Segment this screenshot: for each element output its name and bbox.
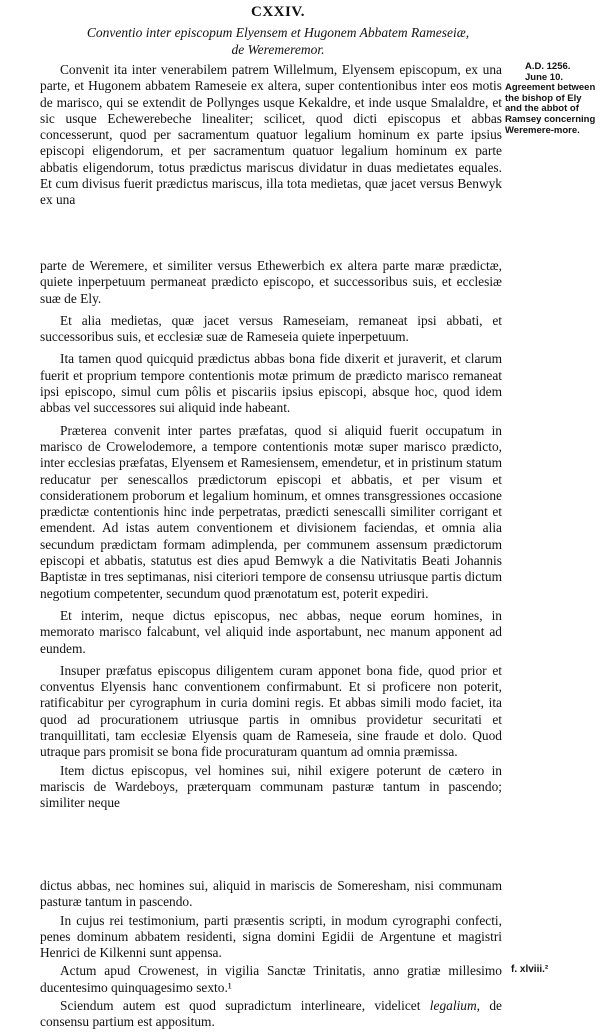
paragraph: Ita tamen quod quicquid prædictus abbas bona fide dixerit et juraverit, et clarum fuerit et proprium tempore contentionis motæ primum de prædicto marisco remaneat ipsi episcopo, simul cum pôlis et piscariis ipsius episcopi, absque hoc, quod idem abbas vel successores sui aliquid inde habeant.: [40, 351, 502, 416]
paragraph: Et alia medietas, quæ jacet versus Rameseiam, remaneat ipsi abbati, et successoribus suis, et ecclesiæ suæ de Rameseia quiete inperpetuum.: [40, 312, 502, 345]
marginal-date-year: A.D. 1256.: [525, 61, 571, 72]
paragraph: Insuper præfatus episcopus diligentem curam apponet bona fide, quod prior et conventus Elyensis hanc conventionem confirmabunt. Et si proficere non poterit, ratificabitur per cyrographum in curia domini regis. Et abbas simili modo faciet, ita quod ad procurationem utriusque partis in omnibus providetur securitati et tranquillitati, tam ecclesiæ Elyensis quam de Rameseia, sine fraude et dolo. Quod utraque pars promisit se bona fide procuraturam quantum ad omnia præmissa.: [40, 662, 502, 760]
marginal-summary: Agreement between the bishop of Ely and the abbot of Ramsey concerning Weremere-more.: [505, 82, 596, 136]
charter-number-heading: CXXIV.: [251, 4, 305, 20]
paragraph: Et interim, neque dictus episcopus, nec abbas, neque eorum homines, in memorato marisco falcabunt, vel aliquid inde asportabunt, nec manum apponent ad eundem.: [40, 607, 502, 656]
folio-reference: f. xlviii.²: [511, 964, 549, 975]
paragraph-text: Sciendum autem est quod supradictum interlineare, videlicet: [60, 998, 430, 1014]
paragraph: Convenit ita inter venerabilem patrem Willelmum, Elyensem episcopum, ex una parte, et Hugonem abbatem Rameseie ex altera, super contentionibus inter eos motis de marisco, qui se extendit de Pollynges usque Kekaldre, et inde usque Smalaldre, et sic usque Echewerebeche linealiter; scilicet, quod dicti episcopus et abbas concesserunt, quod per sacramentum quatuor legalium hominum ex parte ipsius episcopi eligendorum, et per sacramentum quatuor legalium hominum ex parte abbatis eligendorum, totus prædictus mariscus dividatur in duas medietates equales. Et cum divisus fuerit prædictus mariscus, illa tota medietas, quæ jacet versus Benwyk ex una: [40, 62, 502, 208]
paragraph: Item dictus episcopus, vel homines sui, nihil exigere poterunt de cætero in mariscis de Wardeboys, præterquam communam pasturæ tantum in pascendo; similiter neque: [40, 762, 502, 811]
paragraph-text: , de consensu partium est appositum.: [40, 998, 502, 1030]
paragraph: In cujus rei testimonium, parti præsentis scripti, in modum cyrographi confecti, penes dominum abbatem residenti, signa domini Egidii de Argentune et magistri Henrici de Kilkenni sunt appensa.: [40, 912, 502, 961]
text-block-closing: [40, 878, 502, 1033]
paragraph: parte de Weremere, et similiter versus Ethewerbich ex altera parte maræ prædictæ, quiete inperpetuum permaneat prædicto episcopo, et successoribus suis, et ecclesiæ suæ de Ely.: [40, 258, 502, 306]
marginal-note: [505, 62, 598, 136]
text-block-opening: [40, 62, 502, 211]
marginal-date-day: June 10.: [525, 71, 564, 83]
charter-title: [40, 24, 516, 58]
paragraph: [40, 998, 502, 1031]
paragraph: dictus abbas, nec homines sui, aliquid in mariscis de Someresham, nisi communam pasturæ tantum in pascendo.: [40, 878, 502, 910]
paragraph: Præterea convenit inter partes præfatas, quod si aliquid fuerit occupatum in marisco de Crowelodemore, a tempore contentionis motæ super marisco prædicto, inter ecclesias præfatas, Elyensem et Ramesiensem, emendetur, et in pristinum statum reducatur per senescallos prædictorum episcopi et abbatis, et per visum et considerationem proborum et legalium hominum, et omnes transgressiones occasione prædictæ contentionis hinc inde perpetratas, prædicti senescalli similiter corrigant et emendent. Ad istas autem conventionem et divisionem faciendas, et omnia alia secundum prædictam formam adimplenda, per communem assensum prædictorum episcopi et abbatis, statutus est dies apud Bemwyk a die Nativitatis Beati Johannis Baptistæ in tres septimanas, nisi citeriori tempore de consensu utriusque partis dictum negotium competenter, secundum quod prænotatum est, poterit expediri.: [40, 422, 502, 601]
paragraph: Actum apud Crowenest, in vigilia Sanctæ Trinitatis, anno gratiæ millesimo ducentesimo quinquagesimo sexto.¹: [40, 963, 502, 995]
charter-title-line-1: Conventio inter episcopum Elyensem et Hugonem Abbatem Rameseiæ,: [86, 25, 470, 40]
charter-title-line-2: de Weremeremor.: [231, 42, 325, 57]
italic-word: legalium: [429, 998, 477, 1014]
text-block-main: [40, 258, 502, 814]
